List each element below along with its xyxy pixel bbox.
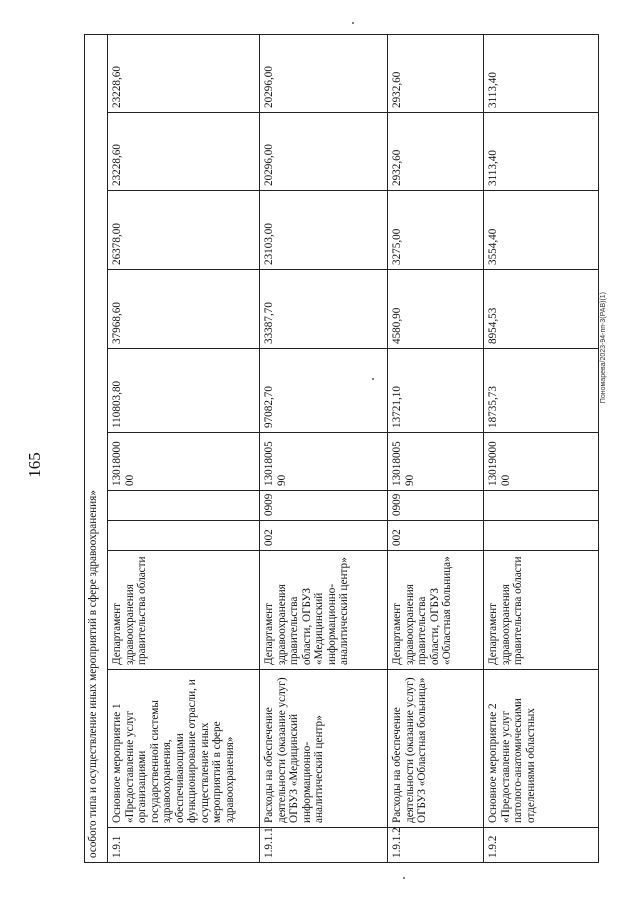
cell-name: Расходы на обеспечение деятельности (оказание услуг) ОГБУЗ «Медицинский информационно-аналитический центр» (260, 670, 388, 828)
cell-grbs (108, 521, 260, 551)
cell-value-3: 3554,40 (484, 191, 599, 270)
cell-code: 1.9.1 (108, 828, 260, 863)
cell-name: Основное мероприятие 1 «Предоставление услуг организациями государственной системы здравоохранения, обеспечивающими функционирование отрасли, и осуществление иных мероприятий в сфере здравоохранения» (108, 670, 260, 828)
cell-name: Основное мероприятие 2 «Предоставление услуг патолого-анатомическими отделениями областных (484, 670, 599, 828)
scan-speck (403, 877, 405, 879)
rotated-table-container (84, 35, 593, 863)
cell-executor: Департамент здравоохранения правительства области (484, 551, 599, 670)
cell-value-1: 13721,10 (388, 349, 484, 433)
cell-value-2: 4580,90 (388, 270, 484, 349)
cell-value-2: 37968,60 (108, 270, 260, 349)
cell-value-3: 26378,00 (108, 191, 260, 270)
cell-csr: 1301900000 (484, 433, 599, 491)
cell-value-5: 3113,40 (484, 34, 599, 112)
cell-csr: 1301800000 (108, 433, 260, 491)
cell-value-4: 20296,00 (260, 113, 388, 191)
page-number: 165 (24, 452, 44, 478)
cell-grbs (484, 521, 599, 551)
cell-executor: Департамент здравоохранения правительства области, ОГБУЗ «Медицинский информационно-аналитический центр» (260, 551, 388, 670)
table-row (260, 34, 388, 862)
cell-grbs: 002 (260, 521, 388, 551)
table-row (108, 34, 260, 862)
cell-value-2: 33387,70 (260, 270, 388, 349)
cell-value-1: 97082,70 (260, 349, 388, 433)
cell-rzpr (108, 491, 260, 521)
cell-rzpr (484, 491, 599, 521)
table-row (484, 34, 599, 862)
cell-value-2: 8954,53 (484, 270, 599, 349)
scan-speck (352, 22, 354, 24)
cell-name: Расходы на обеспечение деятельности (оказание услуг) ОГБУЗ «Областная больница» (388, 670, 484, 828)
cell-code: 1.9.1.1 (260, 828, 388, 863)
section-title: особого типа и осуществление иных мероприятий в сфере здравоохранения» (85, 34, 108, 862)
cell-value-3: 3275,00 (388, 191, 484, 270)
table-row (388, 34, 484, 862)
cell-csr: 1301800590 (388, 433, 484, 491)
footer-text: Пономарева/2023-94-пп-3(PAB)(1) (600, 292, 607, 404)
cell-value-3: 23103,00 (260, 191, 388, 270)
cell-value-1: 18735,73 (484, 349, 599, 433)
cell-rzpr: 0909 (388, 491, 484, 521)
cell-code: 1.9.1.2 (388, 828, 484, 863)
cell-value-4: 2932,60 (388, 113, 484, 191)
cell-value-5: 23228,60 (108, 34, 260, 112)
cell-value-5: 20296,00 (260, 34, 388, 112)
scan-speck (372, 378, 374, 380)
cell-csr: 1301800590 (260, 433, 388, 491)
section-row (85, 34, 108, 862)
cell-executor: Департамент здравоохранения правительства области (108, 551, 260, 670)
budget-table (84, 34, 599, 863)
cell-executor: Департамент здравоохранения правительства области, ОГБУЗ «Областная больница» (388, 551, 484, 670)
cell-rzpr: 0909 (260, 491, 388, 521)
cell-grbs: 002 (388, 521, 484, 551)
cell-value-4: 23228,60 (108, 113, 260, 191)
cell-value-4: 3113,40 (484, 113, 599, 191)
cell-value-5: 2932,60 (388, 34, 484, 112)
cell-value-1: 110803,80 (108, 349, 260, 433)
cell-code: 1.9.2 (484, 828, 599, 863)
